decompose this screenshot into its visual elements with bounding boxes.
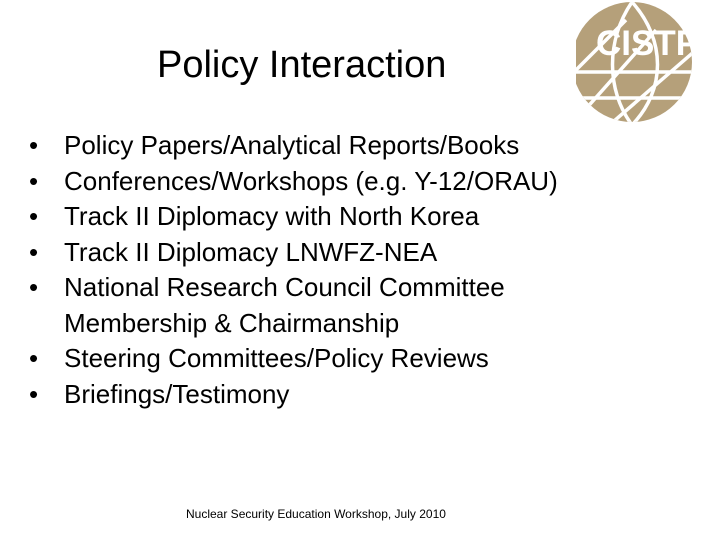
- bullet-item: [26, 235, 706, 271]
- cistp-logo: [576, 0, 720, 130]
- bullet-text: Track II Diplomacy with North Korea: [64, 201, 480, 231]
- bullet-glyph: •: [29, 272, 39, 302]
- bullet-glyph: •: [29, 201, 39, 231]
- bullet-text: National Research Council Committee: [64, 272, 505, 302]
- bullet-glyph: •: [29, 130, 39, 160]
- bullet-glyph: •: [29, 378, 39, 409]
- bullet-item: [26, 270, 706, 341]
- bullet-item: [26, 164, 706, 200]
- bullet-text: Track II Diplomacy LNWFZ-NEA: [64, 236, 438, 267]
- bullet-text-continuation: Membership & Chairmanship: [64, 307, 400, 338]
- bullet-text: Conferences/Workshops (e.g. Y-12/ORAU): [64, 165, 558, 196]
- bullet-item: [26, 128, 706, 164]
- bullet-glyph: •: [29, 343, 39, 373]
- bullet-text: Steering Committees/Policy Reviews: [64, 343, 489, 373]
- footer-text: Nuclear Security Education Workshop, July 2010: [186, 507, 446, 521]
- bullet-item: [26, 199, 706, 235]
- bullet-glyph: •: [29, 165, 39, 196]
- bullet-text: Policy Papers/Analytical Reports/Books: [64, 130, 520, 160]
- bullet-text: Briefings/Testimony: [64, 378, 290, 409]
- bullet-list: [26, 128, 706, 412]
- bullet-item: [26, 341, 706, 377]
- bullet-item: [26, 377, 706, 413]
- logo-text: CISTP: [596, 24, 700, 63]
- slide-title: Policy Interaction: [157, 44, 447, 86]
- bullet-glyph: •: [29, 236, 39, 267]
